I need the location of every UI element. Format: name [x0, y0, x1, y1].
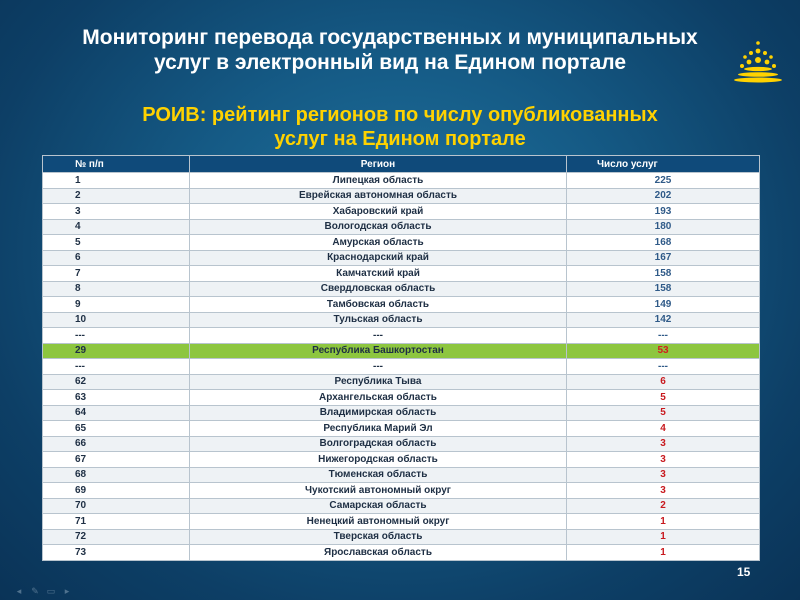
table-row	[43, 204, 760, 220]
row-number: 4	[43, 219, 190, 235]
pen-icon[interactable]: ✎	[31, 586, 39, 596]
row-count: 1	[567, 529, 760, 545]
row-region: Тамбовская область	[190, 297, 567, 313]
table-row	[43, 188, 760, 204]
row-count: 142	[567, 312, 760, 328]
row-count: 3	[567, 467, 760, 483]
table-row	[43, 390, 760, 406]
row-number: 71	[43, 514, 190, 530]
table-row	[43, 235, 760, 251]
row-count: ---	[567, 328, 760, 344]
row-region: Тверская область	[190, 529, 567, 545]
row-number: 64	[43, 405, 190, 421]
row-number: 8	[43, 281, 190, 297]
row-region: Владимирская область	[190, 405, 567, 421]
table-row	[43, 374, 760, 390]
row-number: 6	[43, 250, 190, 266]
row-region: ---	[190, 328, 567, 344]
row-number: 68	[43, 467, 190, 483]
header-number: № п/п	[43, 156, 190, 173]
row-number: 29	[43, 343, 190, 359]
row-count: 53	[567, 343, 760, 359]
header-count: Число услуг	[567, 156, 760, 173]
row-number: 5	[43, 235, 190, 251]
slide-menu-icon[interactable]: ▭	[46, 586, 56, 596]
row-count: 1	[567, 514, 760, 530]
row-region: Ярославская область	[190, 545, 567, 561]
row-number: 70	[43, 498, 190, 514]
row-count: ---	[567, 359, 760, 375]
table-row	[43, 328, 760, 344]
row-region: Хабаровский край	[190, 204, 567, 220]
subtitle-line2: услуг на Едином портале	[274, 128, 526, 150]
row-region: Вологодская область	[190, 219, 567, 235]
row-region: Амурская область	[190, 235, 567, 251]
row-number: 10	[43, 312, 190, 328]
slide-toolbar	[14, 586, 72, 596]
table-row	[43, 173, 760, 189]
table-header-row	[43, 156, 760, 173]
table-row	[43, 281, 760, 297]
slide-title	[30, 25, 750, 75]
table-row	[43, 498, 760, 514]
row-count: 158	[567, 281, 760, 297]
next-slide-icon[interactable]: ▸	[64, 586, 70, 596]
table-row-highlighted	[43, 343, 760, 359]
row-number: ---	[43, 328, 190, 344]
row-number: 72	[43, 529, 190, 545]
portal-logo-icon	[730, 40, 786, 86]
header-region: Регион	[190, 156, 567, 173]
row-region: Камчатский край	[190, 266, 567, 282]
page-number: 15	[737, 565, 751, 579]
subtitle-line1: РОИВ: рейтинг регионов по числу опубликованных	[142, 104, 658, 126]
table-row	[43, 312, 760, 328]
row-region: Республика Марий Эл	[190, 421, 567, 437]
slide-title-line2: услуг в электронный вид на Едином портале	[153, 51, 627, 74]
table-row	[43, 421, 760, 437]
row-region: Самарская область	[190, 498, 567, 514]
row-count: 167	[567, 250, 760, 266]
row-count: 2	[567, 498, 760, 514]
row-number: ---	[43, 359, 190, 375]
table-row	[43, 467, 760, 483]
row-region: Тюменская область	[190, 467, 567, 483]
row-number: 2	[43, 188, 190, 204]
row-count: 5	[567, 405, 760, 421]
row-number: 9	[43, 297, 190, 313]
row-number: 67	[43, 452, 190, 468]
row-count: 1	[567, 545, 760, 561]
row-count: 158	[567, 266, 760, 282]
table-row	[43, 529, 760, 545]
table-row	[43, 359, 760, 375]
row-region: Архангельская область	[190, 390, 567, 406]
row-region: Республика Тыва	[190, 374, 567, 390]
row-count: 3	[567, 436, 760, 452]
table-row	[43, 452, 760, 468]
row-region: Республика Башкортостан	[190, 343, 567, 359]
row-count: 5	[567, 390, 760, 406]
row-region: Волгоградская область	[190, 436, 567, 452]
table-row	[43, 266, 760, 282]
row-number: 7	[43, 266, 190, 282]
row-number: 65	[43, 421, 190, 437]
row-count: 168	[567, 235, 760, 251]
row-count: 149	[567, 297, 760, 313]
table-row	[43, 514, 760, 530]
row-count: 225	[567, 173, 760, 189]
row-region: Нижегородская область	[190, 452, 567, 468]
row-region: Липецкая область	[190, 173, 567, 189]
table-row	[43, 436, 760, 452]
row-region: Тульская область	[190, 312, 567, 328]
row-number: 62	[43, 374, 190, 390]
row-number: 3	[43, 204, 190, 220]
row-region: Свердловская область	[190, 281, 567, 297]
row-count: 3	[567, 452, 760, 468]
row-region: ---	[190, 359, 567, 375]
row-count: 4	[567, 421, 760, 437]
table-row	[43, 483, 760, 499]
row-region: Ненецкий автономный округ	[190, 514, 567, 530]
table-row	[43, 250, 760, 266]
row-number: 66	[43, 436, 190, 452]
row-region: Краснодарский край	[190, 250, 567, 266]
row-count: 6	[567, 374, 760, 390]
table-row	[43, 545, 760, 561]
table-row	[43, 405, 760, 421]
row-count: 202	[567, 188, 760, 204]
row-region: Еврейская автономная область	[190, 188, 567, 204]
prev-slide-icon[interactable]: ◂	[16, 586, 22, 596]
slide-title-line1: Мониторинг перевода государственных и муниципальных	[82, 26, 698, 49]
table-body	[43, 173, 760, 561]
row-region: Чукотский автономный округ	[190, 483, 567, 499]
row-count: 3	[567, 483, 760, 499]
ranking-table	[42, 155, 760, 561]
table-row	[43, 219, 760, 235]
table-subtitle	[50, 103, 750, 151]
row-count: 193	[567, 204, 760, 220]
table-row	[43, 297, 760, 313]
row-number: 69	[43, 483, 190, 499]
row-number: 73	[43, 545, 190, 561]
row-number: 63	[43, 390, 190, 406]
row-count: 180	[567, 219, 760, 235]
row-number: 1	[43, 173, 190, 189]
